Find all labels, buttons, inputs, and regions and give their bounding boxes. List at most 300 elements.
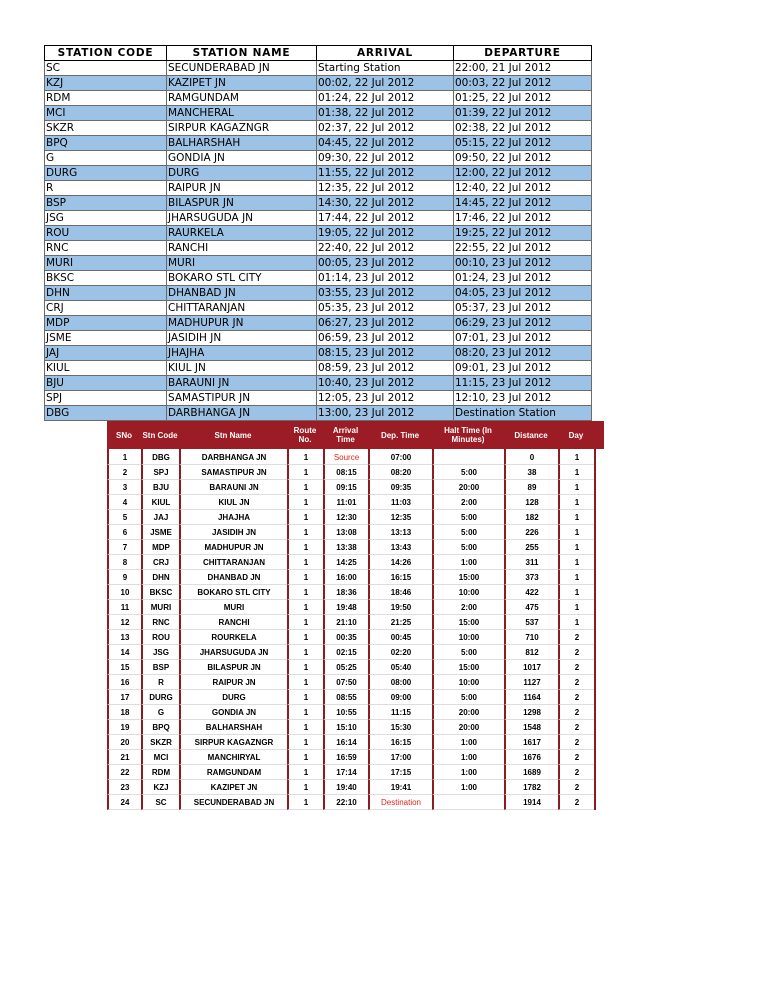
halt-time-cell: 5:00 — [432, 465, 504, 480]
day-cell: 1 — [558, 555, 594, 570]
table-row — [107, 540, 604, 555]
sno-cell: 16 — [107, 675, 141, 690]
stn-code-cell: SPJ — [141, 465, 179, 480]
row-edge-cell — [594, 675, 604, 690]
station-code-cell: BKSC — [45, 271, 167, 286]
station-name-cell: SECUNDERABAD JN — [167, 61, 317, 76]
dep-time-cell: 08:20 — [368, 465, 432, 480]
distance-cell: 422 — [504, 585, 558, 600]
arrival-cell: 03:55, 23 Jul 2012 — [317, 286, 454, 301]
row-edge-cell — [594, 555, 604, 570]
departure-cell: 01:25, 22 Jul 2012 — [454, 91, 592, 106]
dep-time-cell: 16:15 — [368, 570, 432, 585]
dep-time-cell: 13:13 — [368, 525, 432, 540]
day-cell: 1 — [558, 585, 594, 600]
sno-cell: 4 — [107, 495, 141, 510]
schedule-table-header — [107, 421, 604, 449]
table-row — [45, 376, 592, 391]
stn-name-cell: JHARSUGUDA JN — [179, 645, 287, 660]
stn-name-cell: DARBHANGA JN — [179, 449, 287, 465]
route-no-cell: 1 — [287, 615, 323, 630]
table-row — [107, 555, 604, 570]
route-no-cell: 1 — [287, 660, 323, 675]
column-header-stn-code: Stn Code — [141, 421, 179, 449]
departure-cell: 12:00, 22 Jul 2012 — [454, 166, 592, 181]
route-no-cell: 1 — [287, 525, 323, 540]
halt-time-cell: 1:00 — [432, 555, 504, 570]
stn-code-cell: BKSC — [141, 585, 179, 600]
sno-cell: 24 — [107, 795, 141, 810]
station-code-cell: JSME — [45, 331, 167, 346]
stn-name-cell: KIUL JN — [179, 495, 287, 510]
row-edge-cell — [594, 540, 604, 555]
arrival-time-cell: 16:59 — [323, 750, 368, 765]
day-cell: 1 — [558, 495, 594, 510]
station-code-cell: SC — [45, 61, 167, 76]
station-name-cell: SIRPUR KAGAZNGR — [167, 121, 317, 136]
table-row — [107, 495, 604, 510]
halt-time-cell: 1:00 — [432, 765, 504, 780]
arrival-cell: 10:40, 23 Jul 2012 — [317, 376, 454, 391]
table-row — [107, 675, 604, 690]
arrival-cell: 09:30, 22 Jul 2012 — [317, 151, 454, 166]
station-name-cell: CHITTARANJAN — [167, 301, 317, 316]
column-header-station-code: STATION CODE — [45, 46, 167, 61]
station-code-cell: MCI — [45, 106, 167, 121]
route-no-cell: 1 — [287, 735, 323, 750]
table-row — [45, 271, 592, 286]
arrival-cell: 00:02, 22 Jul 2012 — [317, 76, 454, 91]
column-header-dep-time: Dep. Time — [368, 421, 432, 449]
distance-cell: 182 — [504, 510, 558, 525]
day-cell: 1 — [558, 525, 594, 540]
dep-time-cell: 18:46 — [368, 585, 432, 600]
row-edge-cell — [594, 480, 604, 495]
departure-cell: 22:55, 22 Jul 2012 — [454, 241, 592, 256]
station-code-cell: MDP — [45, 316, 167, 331]
station-name-cell: JHAJHA — [167, 346, 317, 361]
route-no-cell: 1 — [287, 555, 323, 570]
dep-time-cell: 14:26 — [368, 555, 432, 570]
column-header-stn-name: Stn Name — [179, 421, 287, 449]
day-cell: 1 — [558, 465, 594, 480]
route-no-cell: 1 — [287, 750, 323, 765]
day-cell: 2 — [558, 735, 594, 750]
station-code-cell: JAJ — [45, 346, 167, 361]
dep-time-cell: 16:15 — [368, 735, 432, 750]
stn-code-cell: G — [141, 705, 179, 720]
stn-code-cell: BSP — [141, 660, 179, 675]
schedule-table — [107, 421, 604, 810]
departure-cell: 01:39, 22 Jul 2012 — [454, 106, 592, 121]
station-name-cell: BILASPUR JN — [167, 196, 317, 211]
dep-time-cell: Destination — [368, 795, 432, 810]
day-cell: 1 — [558, 570, 594, 585]
station-name-cell: JHARSUGUDA JN — [167, 211, 317, 226]
sno-cell: 18 — [107, 705, 141, 720]
dep-time-cell: 21:25 — [368, 615, 432, 630]
row-edge-cell — [594, 630, 604, 645]
departure-cell: 02:38, 22 Jul 2012 — [454, 121, 592, 136]
sno-cell: 10 — [107, 585, 141, 600]
stn-name-cell: GONDIA JN — [179, 705, 287, 720]
row-edge-cell — [594, 795, 604, 810]
station-code-cell: KIUL — [45, 361, 167, 376]
distance-cell: 710 — [504, 630, 558, 645]
stn-code-cell: DBG — [141, 449, 179, 465]
stn-code-cell: KZJ — [141, 780, 179, 795]
arrival-time-cell: 09:15 — [323, 480, 368, 495]
arrival-cell: 04:45, 22 Jul 2012 — [317, 136, 454, 151]
table-row — [45, 61, 592, 76]
distance-cell: 1914 — [504, 795, 558, 810]
halt-time-cell: 5:00 — [432, 540, 504, 555]
schedule-table-container — [107, 421, 604, 861]
table-row — [107, 795, 604, 810]
departure-cell: 07:01, 23 Jul 2012 — [454, 331, 592, 346]
arrival-time-cell: 10:55 — [323, 705, 368, 720]
arrival-cell: 01:38, 22 Jul 2012 — [317, 106, 454, 121]
day-cell: 2 — [558, 675, 594, 690]
table-row — [45, 391, 592, 406]
halt-time-cell: 20:00 — [432, 720, 504, 735]
day-cell: 2 — [558, 765, 594, 780]
route-no-cell: 1 — [287, 570, 323, 585]
halt-time-cell: 1:00 — [432, 750, 504, 765]
table-row — [45, 181, 592, 196]
departure-cell: 09:01, 23 Jul 2012 — [454, 361, 592, 376]
stn-name-cell: BALHARSHAH — [179, 720, 287, 735]
departure-cell: 06:29, 23 Jul 2012 — [454, 316, 592, 331]
stn-code-cell: BJU — [141, 480, 179, 495]
departure-cell: 22:00, 21 Jul 2012 — [454, 61, 592, 76]
distance-cell: 1617 — [504, 735, 558, 750]
halt-time-cell: 20:00 — [432, 480, 504, 495]
station-code-cell: CRJ — [45, 301, 167, 316]
arrival-cell: 19:05, 22 Jul 2012 — [317, 226, 454, 241]
station-code-cell: SPJ — [45, 391, 167, 406]
arrival-cell: 02:37, 22 Jul 2012 — [317, 121, 454, 136]
row-edge-cell — [594, 510, 604, 525]
day-cell: 2 — [558, 645, 594, 660]
arrival-time-cell: 07:50 — [323, 675, 368, 690]
table-row — [45, 151, 592, 166]
halt-time-cell: 15:00 — [432, 570, 504, 585]
row-edge-cell — [594, 585, 604, 600]
halt-time-cell: 1:00 — [432, 780, 504, 795]
dep-time-cell: 00:45 — [368, 630, 432, 645]
stn-code-cell: SC — [141, 795, 179, 810]
arrival-time-cell: 19:40 — [323, 780, 368, 795]
departure-cell: 11:15, 23 Jul 2012 — [454, 376, 592, 391]
departure-cell: 00:10, 23 Jul 2012 — [454, 256, 592, 271]
arrival-time-cell: 05:25 — [323, 660, 368, 675]
halt-time-cell: 2:00 — [432, 600, 504, 615]
route-no-cell: 1 — [287, 465, 323, 480]
route-no-cell: 1 — [287, 720, 323, 735]
sno-cell: 23 — [107, 780, 141, 795]
column-header-arrival-time: Arrival Time — [323, 421, 368, 449]
departure-cell: 04:05, 23 Jul 2012 — [454, 286, 592, 301]
row-edge-cell — [594, 765, 604, 780]
table-row — [107, 690, 604, 705]
arrival-time-cell: 11:01 — [323, 495, 368, 510]
stn-name-cell: BARAUNI JN — [179, 480, 287, 495]
table-row — [45, 226, 592, 241]
table-row — [107, 585, 604, 600]
table-row — [45, 211, 592, 226]
arrival-time-cell: 13:08 — [323, 525, 368, 540]
distance-cell: 226 — [504, 525, 558, 540]
table-row — [45, 136, 592, 151]
route-no-cell: 1 — [287, 540, 323, 555]
arrival-cell: 06:27, 23 Jul 2012 — [317, 316, 454, 331]
stn-name-cell: SECUNDERABAD JN — [179, 795, 287, 810]
row-edge-cell — [594, 645, 604, 660]
arrival-cell: 05:35, 23 Jul 2012 — [317, 301, 454, 316]
arrival-time-cell: 08:15 — [323, 465, 368, 480]
station-code-cell: RDM — [45, 91, 167, 106]
sno-cell: 3 — [107, 480, 141, 495]
day-cell: 2 — [558, 690, 594, 705]
arrival-time-cell: 17:14 — [323, 765, 368, 780]
table-row — [107, 780, 604, 795]
sno-cell: 17 — [107, 690, 141, 705]
row-edge-cell — [594, 615, 604, 630]
stn-name-cell: DURG — [179, 690, 287, 705]
stn-code-cell: RNC — [141, 615, 179, 630]
dep-time-cell: 05:40 — [368, 660, 432, 675]
route-no-cell: 1 — [287, 765, 323, 780]
stn-name-cell: JHAJHA — [179, 510, 287, 525]
stn-name-cell: DHANBAD JN — [179, 570, 287, 585]
table-row — [107, 615, 604, 630]
halt-time-cell — [432, 449, 504, 465]
stn-code-cell: KIUL — [141, 495, 179, 510]
departure-cell: 00:03, 22 Jul 2012 — [454, 76, 592, 91]
table-row — [45, 331, 592, 346]
stn-code-cell: BPQ — [141, 720, 179, 735]
arrival-cell: Starting Station — [317, 61, 454, 76]
table-row — [107, 750, 604, 765]
table-row — [45, 91, 592, 106]
station-name-cell: GONDIA JN — [167, 151, 317, 166]
sno-cell: 22 — [107, 765, 141, 780]
distance-cell: 1548 — [504, 720, 558, 735]
departure-cell: Destination Station — [454, 406, 592, 421]
sno-cell: 14 — [107, 645, 141, 660]
arrival-time-cell: 13:38 — [323, 540, 368, 555]
station-name-cell: DARBHANGA JN — [167, 406, 317, 421]
route-no-cell: 1 — [287, 480, 323, 495]
stn-name-cell: ROURKELA — [179, 630, 287, 645]
table-row — [45, 301, 592, 316]
station-name-cell: SAMASTIPUR JN — [167, 391, 317, 406]
route-no-cell: 1 — [287, 780, 323, 795]
arrival-cell: 01:24, 22 Jul 2012 — [317, 91, 454, 106]
day-cell: 2 — [558, 630, 594, 645]
table-row — [45, 196, 592, 211]
stn-code-cell: JSME — [141, 525, 179, 540]
station-name-cell: JASIDIH JN — [167, 331, 317, 346]
station-code-cell: JSG — [45, 211, 167, 226]
table-row — [45, 346, 592, 361]
sno-cell: 15 — [107, 660, 141, 675]
departure-cell: 09:50, 22 Jul 2012 — [454, 151, 592, 166]
stn-code-cell: JAJ — [141, 510, 179, 525]
table-row — [45, 166, 592, 181]
departure-cell: 12:10, 23 Jul 2012 — [454, 391, 592, 406]
table-row — [107, 630, 604, 645]
table-row — [45, 76, 592, 91]
sno-cell: 7 — [107, 540, 141, 555]
table-row — [107, 705, 604, 720]
row-edge-cell — [594, 600, 604, 615]
sno-cell: 1 — [107, 449, 141, 465]
station-code-cell: BSP — [45, 196, 167, 211]
route-table-header — [45, 46, 592, 61]
route-table — [44, 45, 592, 421]
stn-name-cell: SIRPUR KAGAZNGR — [179, 735, 287, 750]
stn-code-cell: JSG — [141, 645, 179, 660]
sno-cell: 13 — [107, 630, 141, 645]
stn-code-cell: DURG — [141, 690, 179, 705]
stn-code-cell: DHN — [141, 570, 179, 585]
halt-time-cell: 10:00 — [432, 585, 504, 600]
table-row — [107, 645, 604, 660]
route-no-cell: 1 — [287, 645, 323, 660]
day-cell: 2 — [558, 660, 594, 675]
day-cell: 1 — [558, 449, 594, 465]
distance-cell: 475 — [504, 600, 558, 615]
table-row — [107, 480, 604, 495]
stn-name-cell: SAMASTIPUR JN — [179, 465, 287, 480]
station-code-cell: KZJ — [45, 76, 167, 91]
station-name-cell: MADHUPUR JN — [167, 316, 317, 331]
sno-cell: 6 — [107, 525, 141, 540]
halt-time-cell: 20:00 — [432, 705, 504, 720]
table-row — [107, 525, 604, 540]
table-row — [107, 449, 604, 465]
dep-time-cell: 08:00 — [368, 675, 432, 690]
sno-cell: 21 — [107, 750, 141, 765]
arrival-cell: 22:40, 22 Jul 2012 — [317, 241, 454, 256]
stn-name-cell: RANCHI — [179, 615, 287, 630]
halt-time-cell: 15:00 — [432, 615, 504, 630]
row-edge-cell — [594, 690, 604, 705]
day-cell: 2 — [558, 780, 594, 795]
day-cell: 2 — [558, 705, 594, 720]
row-edge-cell — [594, 449, 604, 465]
arrival-cell: 00:05, 23 Jul 2012 — [317, 256, 454, 271]
route-no-cell: 1 — [287, 600, 323, 615]
day-cell: 1 — [558, 540, 594, 555]
stn-name-cell: BILASPUR JN — [179, 660, 287, 675]
route-no-cell: 1 — [287, 449, 323, 465]
dep-time-cell: 11:15 — [368, 705, 432, 720]
halt-time-cell: 15:00 — [432, 660, 504, 675]
column-header-day: Day — [558, 421, 594, 449]
table-row — [45, 121, 592, 136]
station-name-cell: BOKARO STL CITY — [167, 271, 317, 286]
arrival-cell: 12:35, 22 Jul 2012 — [317, 181, 454, 196]
stn-name-cell: BOKARO STL CITY — [179, 585, 287, 600]
arrival-time-cell: 19:48 — [323, 600, 368, 615]
arrival-time-cell: 15:10 — [323, 720, 368, 735]
day-cell: 1 — [558, 480, 594, 495]
dep-time-cell: 11:03 — [368, 495, 432, 510]
row-edge-cell — [594, 780, 604, 795]
day-cell: 1 — [558, 600, 594, 615]
table-row — [45, 241, 592, 256]
arrival-cell: 17:44, 22 Jul 2012 — [317, 211, 454, 226]
dep-time-cell: 17:15 — [368, 765, 432, 780]
station-name-cell: BARAUNI JN — [167, 376, 317, 391]
route-no-cell: 1 — [287, 690, 323, 705]
arrival-time-cell: 00:35 — [323, 630, 368, 645]
column-header-distance: Distance — [504, 421, 558, 449]
arrival-time-cell: 12:30 — [323, 510, 368, 525]
column-header-route-no: Route No. — [287, 421, 323, 449]
stn-name-cell: CHITTARANJAN — [179, 555, 287, 570]
dep-time-cell: 15:30 — [368, 720, 432, 735]
table-row — [107, 765, 604, 780]
arrival-cell: 12:05, 23 Jul 2012 — [317, 391, 454, 406]
halt-time-cell: 5:00 — [432, 525, 504, 540]
row-edge-cell — [594, 465, 604, 480]
table-row — [107, 570, 604, 585]
row-edge-cell — [594, 570, 604, 585]
distance-cell: 1782 — [504, 780, 558, 795]
sno-cell: 5 — [107, 510, 141, 525]
route-no-cell: 1 — [287, 585, 323, 600]
departure-cell: 19:25, 22 Jul 2012 — [454, 226, 592, 241]
table-row — [107, 465, 604, 480]
departure-cell: 05:15, 22 Jul 2012 — [454, 136, 592, 151]
departure-cell: 17:46, 22 Jul 2012 — [454, 211, 592, 226]
route-no-cell: 1 — [287, 705, 323, 720]
distance-cell: 1689 — [504, 765, 558, 780]
arrival-cell: 13:00, 23 Jul 2012 — [317, 406, 454, 421]
dep-time-cell: 12:35 — [368, 510, 432, 525]
distance-cell: 537 — [504, 615, 558, 630]
table-row — [45, 256, 592, 271]
station-name-cell: MANCHERAL — [167, 106, 317, 121]
route-no-cell: 1 — [287, 510, 323, 525]
stn-name-cell: JASIDIH JN — [179, 525, 287, 540]
stn-code-cell: SKZR — [141, 735, 179, 750]
arrival-time-cell: 22:10 — [323, 795, 368, 810]
station-name-cell: RANCHI — [167, 241, 317, 256]
table-row — [45, 106, 592, 121]
station-name-cell: RAMGUNDAM — [167, 91, 317, 106]
route-no-cell: 1 — [287, 795, 323, 810]
row-edge-cell — [594, 705, 604, 720]
arrival-cell: 08:15, 23 Jul 2012 — [317, 346, 454, 361]
dep-time-cell: 19:50 — [368, 600, 432, 615]
distance-cell: 128 — [504, 495, 558, 510]
day-cell: 2 — [558, 720, 594, 735]
dep-time-cell: 07:00 — [368, 449, 432, 465]
station-name-cell: KIUL JN — [167, 361, 317, 376]
table-row — [45, 361, 592, 376]
halt-time-cell — [432, 795, 504, 810]
table-row — [107, 720, 604, 735]
arrival-cell: 14:30, 22 Jul 2012 — [317, 196, 454, 211]
station-name-cell: KAZIPET JN — [167, 76, 317, 91]
halt-time-cell: 10:00 — [432, 675, 504, 690]
arrival-cell: 01:14, 23 Jul 2012 — [317, 271, 454, 286]
